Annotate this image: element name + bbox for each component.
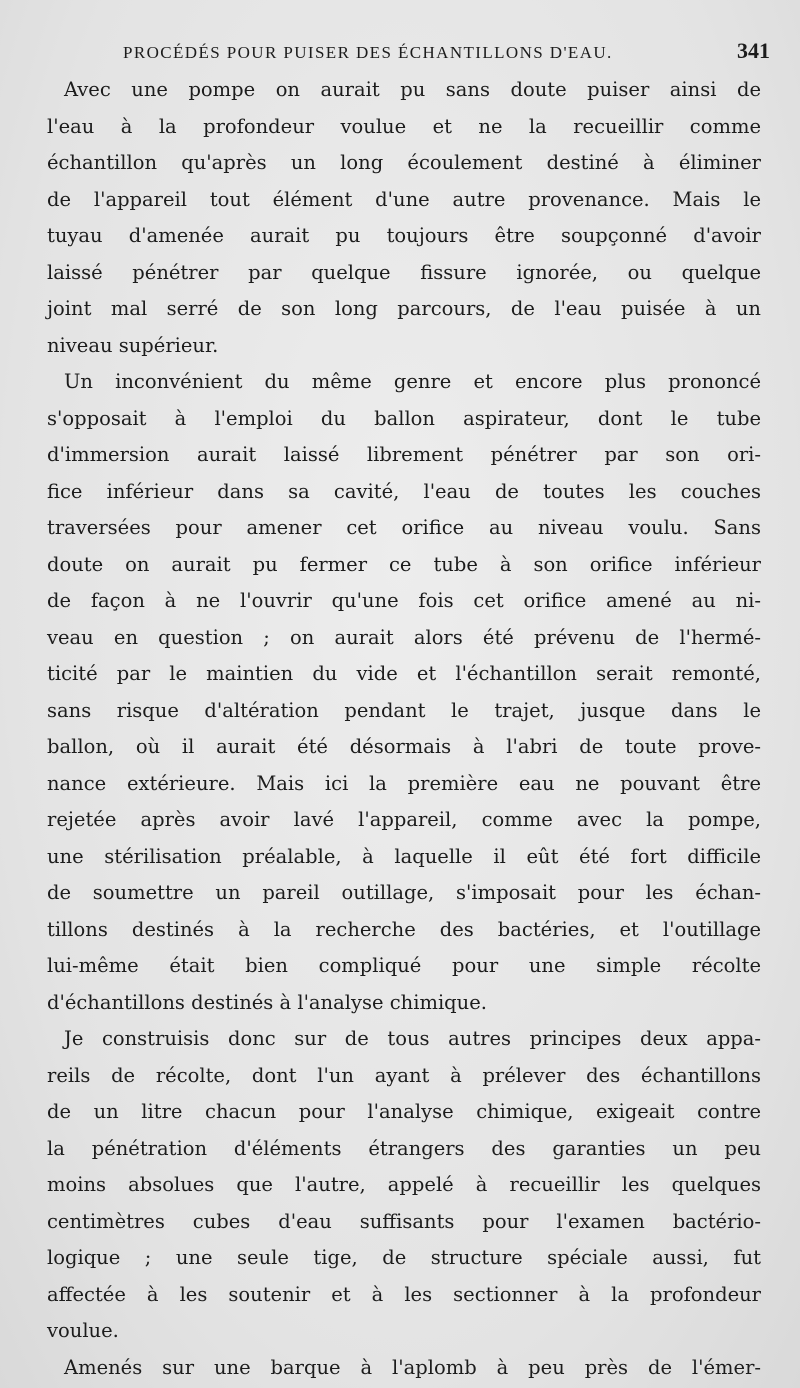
paragraph-4 xyxy=(47,1350,761,1387)
text-line: s'opposait à l'emploi du ballon aspirateur, dont le tube xyxy=(47,406,761,430)
text-line: Avec une pompe on aurait pu sans doute puiser ainsi de xyxy=(64,78,761,101)
text-line: niveau supérieur. xyxy=(47,333,219,357)
text-line: d'immersion aurait laissé librement pénétrer par son ori- xyxy=(47,443,761,466)
text-line: affectée à les soutenir et à les sectionner à la profondeur xyxy=(47,1282,761,1306)
page-header xyxy=(123,38,770,68)
paragraph-2 xyxy=(47,364,761,1021)
text-line: ballon, où il aurait été désormais à l'abri de toute prove- xyxy=(47,735,761,758)
paragraph-3 xyxy=(47,1021,761,1350)
text-line: voulue. xyxy=(47,1319,119,1342)
text-line: logique ; une seule tige, de structure spéciale aussi, fut xyxy=(47,1246,761,1269)
text-line: ticité par le maintien du vide et l'échantillon serait remonté, xyxy=(47,662,761,685)
text-line: Je construisis donc sur de tous autres principes deux appa- xyxy=(64,1027,761,1050)
text-line: de soumettre un pareil outillage, s'imposait pour les échan- xyxy=(47,881,761,904)
text-line: de un litre chacun pour l'analyse chimique, exigeait contre xyxy=(47,1100,761,1123)
text-line: Un inconvénient du même genre et encore plus prononcé xyxy=(64,370,761,393)
text-line: tuyau d'amenée aurait pu toujours être soupçonné d'avoir xyxy=(47,224,761,247)
text-line: une stérilisation préalable, à laquelle il eût été fort difficile xyxy=(47,844,761,868)
text-line: veau en question ; on aurait alors été prévenu de l'hermé- xyxy=(47,625,761,649)
text-line: doute on aurait pu fermer ce tube à son orifice inférieur xyxy=(47,552,761,576)
text-line: moins absolues que l'autre, appelé à recueillir les quelques xyxy=(47,1173,761,1196)
text-line: lui-même était bien compliqué pour une simple récolte xyxy=(47,954,761,977)
text-line: de l'appareil tout élément d'une autre provenance. Mais le xyxy=(47,187,761,211)
text-line: centimètres cubes d'eau suffisants pour l'examen bactério- xyxy=(47,1209,761,1233)
text-line: d'échantillons destinés à l'analyse chimique. xyxy=(47,990,487,1014)
text-line: joint mal serré de son long parcours, de l'eau puisée à un xyxy=(47,297,761,320)
text-line: nance extérieure. Mais ici la première eau ne pouvant être xyxy=(47,771,761,795)
text-line: Amenés sur une barque à l'aplomb à peu près de l'émer- xyxy=(64,1355,761,1379)
page-number: 341 xyxy=(737,38,770,63)
text-line: rejetée après avoir lavé l'appareil, comme avec la pompe, xyxy=(47,808,761,831)
text-line: sans risque d'altération pendant le trajet, jusque dans le xyxy=(47,698,761,722)
paragraph-1 xyxy=(47,72,761,364)
text-line: l'eau à la profondeur voulue et ne la recueillir comme xyxy=(47,114,761,138)
text-line: échantillon qu'après un long écoulement destiné à éliminer xyxy=(47,151,761,174)
text-line: fice inférieur dans sa cavité, l'eau de toutes les couches xyxy=(47,479,761,503)
body-text xyxy=(47,72,761,1386)
text-line: traversées pour amener cet orifice au niveau voulu. Sans xyxy=(47,516,761,539)
text-line: laissé pénétrer par quelque fissure ignorée, ou quelque xyxy=(47,260,761,284)
text-line: reils de récolte, dont l'un ayant à prélever des échantillons xyxy=(47,1063,761,1087)
running-title: PROCÉDÉS POUR PUISER DES ÉCHANTILLONS D'EAU. xyxy=(123,43,613,62)
text-line: de façon à ne l'ouvrir qu'une fois cet orifice amené au ni- xyxy=(47,589,761,612)
text-line: tillons destinés à la recherche des bactéries, et l'outillage xyxy=(47,917,761,941)
text-line: la pénétration d'éléments étrangers des garanties un peu xyxy=(47,1136,761,1160)
